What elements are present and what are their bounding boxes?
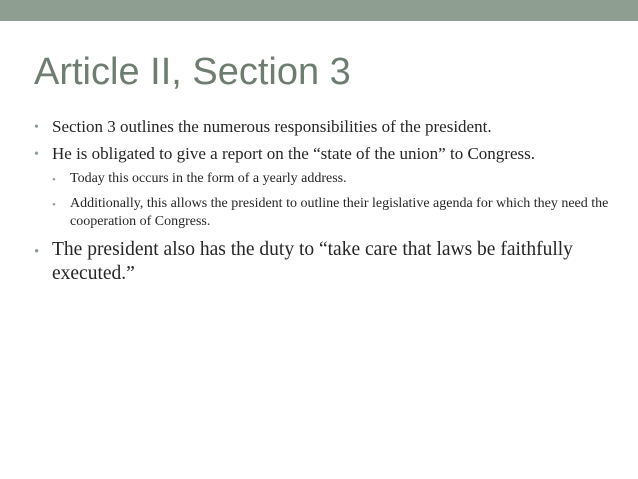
bullet-icon: • [52,199,56,211]
bullet-text: The president also has the duty to “take care that laws be faithfully executed.” [52,239,573,284]
bullet-item [34,143,614,164]
bullet-icon: • [34,244,40,260]
bullet-list [34,116,614,286]
sub-bullet-item [52,195,614,231]
top-accent-bar [0,0,638,21]
bullet-text: Additionally, this allows the president to outline their legislative agenda for which they need the cooperation of Congress. [70,196,609,229]
bullet-text: Section 3 outlines the numerous responsibilities of the president. [52,117,492,136]
bullet-item [34,238,614,286]
bullet-icon: • [52,174,56,186]
sub-bullet-item [52,170,614,188]
bullet-icon: • [34,120,39,135]
bullet-text: He is obligated to give a report on the “state of the union” to Congress. [52,144,535,163]
bullet-text: Today this occurs in the form of a yearly address. [70,171,347,186]
slide-title: Article II, Section 3 [34,51,351,93]
bullet-icon: • [34,147,39,162]
bullet-item [34,116,614,137]
